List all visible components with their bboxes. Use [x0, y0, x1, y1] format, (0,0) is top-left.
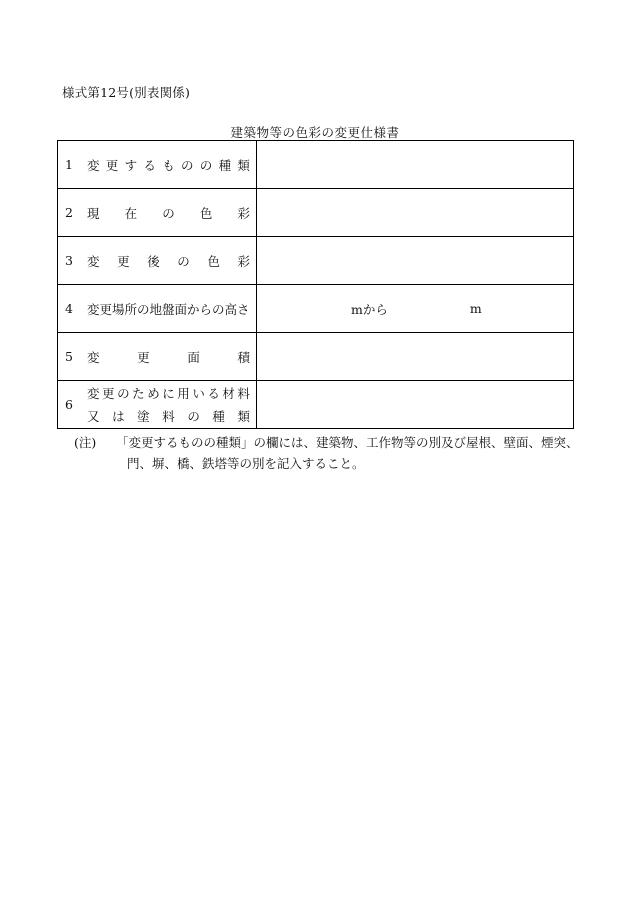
item-value-cell-5[interactable]	[257, 333, 574, 381]
item-value-cell-3[interactable]	[257, 237, 574, 285]
specification-table	[57, 140, 574, 429]
item-number: 2	[65, 205, 73, 220]
item-value-cell-4[interactable]	[257, 285, 574, 333]
item-number: 5	[65, 349, 73, 364]
item-label-cell-2	[58, 189, 257, 237]
item-label-cell-1	[58, 141, 257, 189]
footnote-line-2: 門、塀、橋、鉄塔等の別を記入すること。	[127, 456, 365, 471]
item-value-cell-2[interactable]	[257, 189, 574, 237]
item-label-materials	[87, 384, 256, 425]
table-row-1	[58, 141, 574, 189]
height-to-unit: m	[469, 301, 482, 316]
table-row-3	[58, 237, 574, 285]
item-number: 4	[65, 301, 73, 316]
table-row-4	[58, 285, 574, 333]
item-label-materials-line1: 変 更 の た め に 用 い る 材 料	[87, 386, 250, 401]
item-label-change-area: 変 更 面 積	[87, 349, 250, 365]
table-row-2	[58, 189, 574, 237]
table-row-6	[58, 381, 574, 429]
item-label-cell-5	[58, 333, 257, 381]
item-label-current-color: 現 在 の 色 彩	[87, 205, 250, 221]
item-value-cell-6[interactable]	[257, 381, 574, 429]
form-number-label: 様式第12号(別表関係)	[62, 85, 191, 100]
footnote	[74, 432, 579, 474]
item-label-cell-3	[58, 237, 257, 285]
height-from-unit: mから	[351, 301, 388, 317]
item-label-cell-6	[58, 381, 257, 429]
item-number: 6	[65, 397, 73, 412]
footnote-line-1: 「変更するものの種類」の欄には、建築物、工作物等の別及び屋根、壁面、煙突、	[116, 435, 579, 450]
footnote-marker: (注)	[74, 435, 97, 450]
item-label-cell-4	[58, 285, 257, 333]
item-label-height-from-ground: 変更場所の地盤面からの高さ	[87, 301, 250, 317]
item-value-cell-1[interactable]	[257, 141, 574, 189]
item-number: 1	[65, 157, 73, 172]
item-label-change-type: 変 更 す る も の の 種 類	[87, 157, 250, 173]
item-label-new-color: 変 更 後 の 色 彩	[87, 253, 250, 269]
table-row-5	[58, 333, 574, 381]
item-label-materials-line2: 又 は 塗 料 の 種 類	[87, 409, 250, 424]
document-title: 建築物等の色彩の変更仕様書	[230, 125, 400, 140]
item-number: 3	[65, 253, 73, 268]
